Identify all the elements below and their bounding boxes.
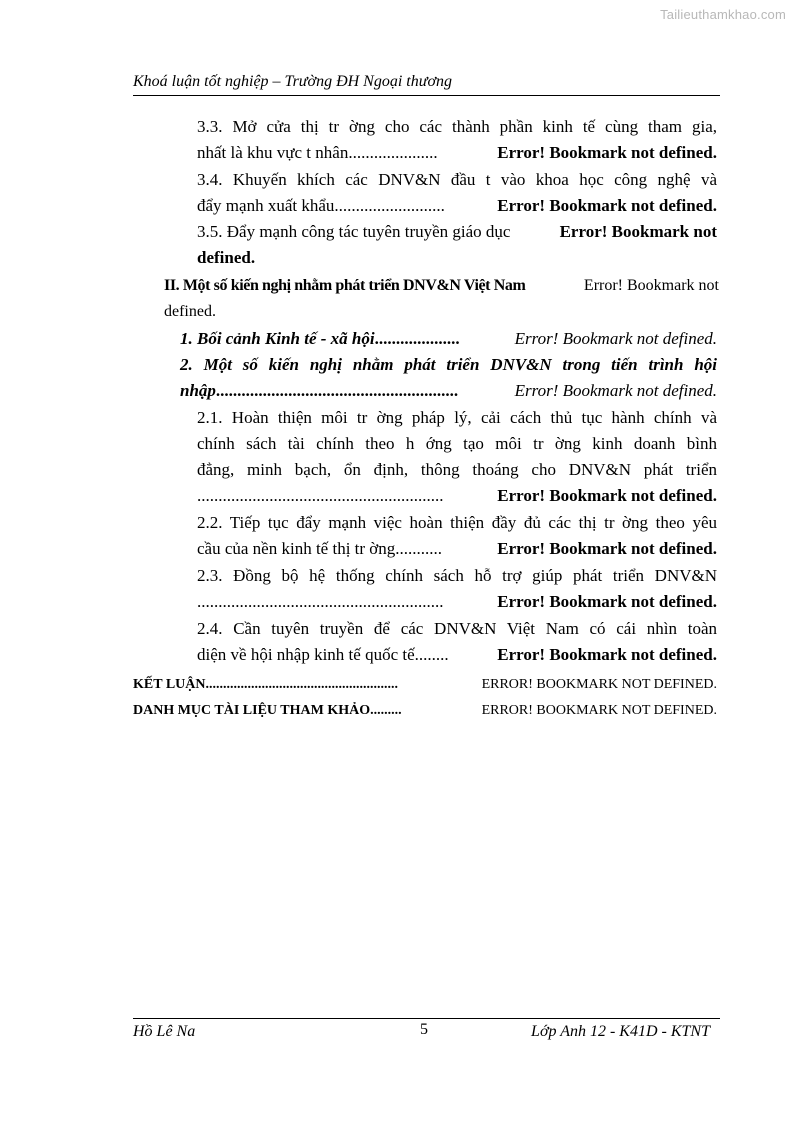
toc-line-3-3-cont[interactable]: nhất là khu vực t nhân ..................... Error! Bookmark not defined. — [197, 143, 717, 162]
toc-line-section-II-cont: defined. — [164, 303, 216, 320]
footer-class: Lớp Anh 12 - K41D - KTNT — [531, 1023, 710, 1040]
toc-line-section-II[interactable]: II. Một số kiến nghị nhằm phát triển DNV&N Việt Nam Error! Bookmark not — [164, 277, 719, 294]
toc-line-2-4: 2.4. Cần tuyên truyền để các DNV&N Việt Nam có cái nhìn toàn — [197, 619, 717, 638]
watermark: Tailieuthamkhao.com — [660, 7, 786, 22]
header-divider — [133, 95, 720, 96]
toc-line-2-cont[interactable]: nhập ......................................................... Error! Bookmark not defined. — [180, 381, 717, 400]
toc-line-2-3: 2.3. Đồng bộ hệ thống chính sách hỗ trợ giúp phát triển DNV&N — [197, 566, 717, 585]
toc-line-2-3-page[interactable]: .......................................................... Error! Bookmark not defined. — [197, 592, 717, 611]
toc-line-references[interactable]: DANH MỤC TÀI LIỆU THAM KHẢO ......... ERROR! BOOKMARK NOT DEFINED. — [133, 703, 717, 718]
page-number: 5 — [420, 1021, 428, 1038]
toc-line-3-3: 3.3. Mở cửa thị tr ờng cho các thành phần kinh tế cùng tham gia, — [197, 117, 717, 136]
footer-divider — [133, 1018, 720, 1019]
toc-line-3-5-cont: defined. — [197, 248, 256, 267]
toc-line-3-4: 3.4. Khuyến khích các DNV&N đầu t vào khoa học công nghệ và — [197, 170, 717, 189]
toc-line-2-2-cont[interactable]: cầu của nền kinh tế thị tr ờng ........... Error! Bookmark not defined. — [197, 539, 717, 558]
toc-line-conclusion[interactable]: KẾT LUẬN ....................................................... ERROR! BOOKMARK NOT DEFINED. — [133, 677, 717, 692]
toc-line-2-1: 2.1. Hoàn thiện môi tr ờng pháp lý, cải cách thủ tục hành chính và — [197, 408, 717, 427]
toc-line-3-4-cont[interactable]: đẩy mạnh xuất khẩu .......................... Error! Bookmark not defined. — [197, 196, 717, 215]
toc-line-2-2: 2.2. Tiếp tục đẩy mạnh việc hoàn thiện đầy đủ các thị tr ờng theo yêu — [197, 513, 717, 532]
toc-line-2-1-page[interactable]: .......................................................... Error! Bookmark not defined. — [197, 486, 717, 505]
toc-line-2: 2. Một số kiến nghị nhằm phát triển DNV&N trong tiến trình hội — [180, 355, 717, 374]
toc-line-3-5[interactable]: 3.5. Đẩy mạnh công tác tuyên truyền giáo dục Error! Bookmark not — [197, 222, 717, 241]
toc-line-2-1-cont2: đẳng, minh bạch, ổn định, thông thoáng cho DNV&N phát triển — [197, 460, 717, 479]
toc-line-2-4-cont[interactable]: diện về hội nhập kinh tế quốc tế ........ Error! Bookmark not defined. — [197, 645, 717, 664]
toc-line-1[interactable]: 1. Bối cảnh Kinh tế - xã hội .................... Error! Bookmark not defined. — [180, 329, 717, 348]
footer-author: Hồ Lê Na — [133, 1023, 196, 1040]
header-title: Khoá luận tốt nghiệp – Trường ĐH Ngoại thương — [133, 73, 452, 90]
toc-line-2-1-cont: chính sách tài chính theo h ớng tạo môi tr ờng kinh doanh bình — [197, 434, 717, 453]
